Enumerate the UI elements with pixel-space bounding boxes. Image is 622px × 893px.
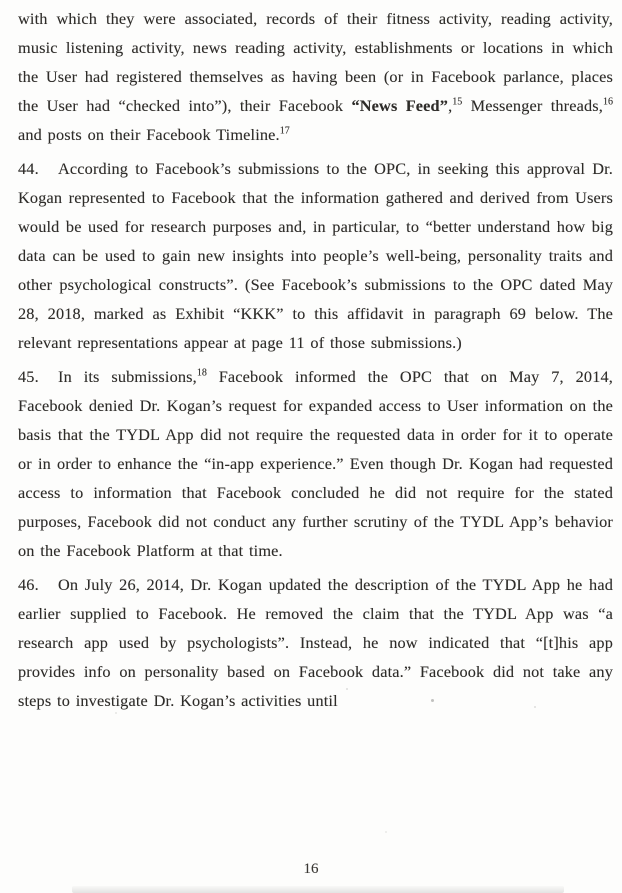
footnote-reference: 17 [279,125,290,137]
paragraph [18,154,613,357]
paragraph [18,362,613,565]
text-segment: and posts on their Facebook Timeline. [18,125,280,144]
scan-edge-shadow [72,886,564,893]
text-segment: , [448,96,453,115]
text-segment: In its submissions, [58,367,197,386]
paragraph [18,570,613,715]
document-body [18,4,613,715]
paragraph-number: 45. [18,367,39,386]
page-number: 16 [303,861,319,877]
paragraph-number: 46. [18,575,39,594]
text-segment: Messenger threads, [462,96,604,115]
footnote-reference: 18 [196,367,207,379]
footnote-reference: 16 [603,96,614,108]
text-segment: Facebook informed the OPC that on May 7, 2014, Facebook denied Dr. Kogan’s request for expanded access to User information on the basis that the TYDL App did not require the requested data in order for it to operate or in order to enhance the “in-app experience.” Even though Dr. Kogan had requested access to information that Facebook concluded he did not require for the stated purposes, Facebook did not conduct any further scrutiny of the TYDL App’s behavior on the Facebook Platform at that time. [18,367,613,560]
text-segment: According to Facebook’s submissions to the OPC, in seeking this approval Dr. Kogan represented to Facebook that the information gathered and derived from Users would be used for research purposes and, in particular, to “better understand how big data can be used to gain new insights into people’s well-being, personality traits and other psychological constructs”. (See Facebook’s submissions to the OPC dated May 28, 2018, marked as Exhibit “KKK” to this affidavit in paragraph 69 below. The relevant representations appear at page 11 of those submissions.) [18,159,613,352]
scan-speck [534,706,536,708]
scan-speck [431,699,434,702]
text-segment: with which they were associated, records of their fitness activity, reading activity, music listening activity, news reading activity, establishments or locations in which the User had registered themselves as having been (or in Facebook parlance, places the User had “checked into”), their Facebook [18,9,613,115]
text-segment: “News Feed” [351,96,449,115]
scan-speck [115,712,117,714]
footnote-reference: 15 [452,96,463,108]
paragraph-number: 44. [18,159,39,178]
scan-speck [385,831,387,833]
paragraph [18,4,613,149]
text-segment: On July 26, 2014, Dr. Kogan updated the description of the TYDL App he had earlier supplied to Facebook. He removed the claim that the TYDL App was “a research app used by psychologists”. Instead, he now indicated that “[t]his app provides info on personality based on Facebook data.” Facebook did not take any steps to investigate Dr. Kogan’s activities until [18,575,613,710]
scan-speck [346,688,348,690]
